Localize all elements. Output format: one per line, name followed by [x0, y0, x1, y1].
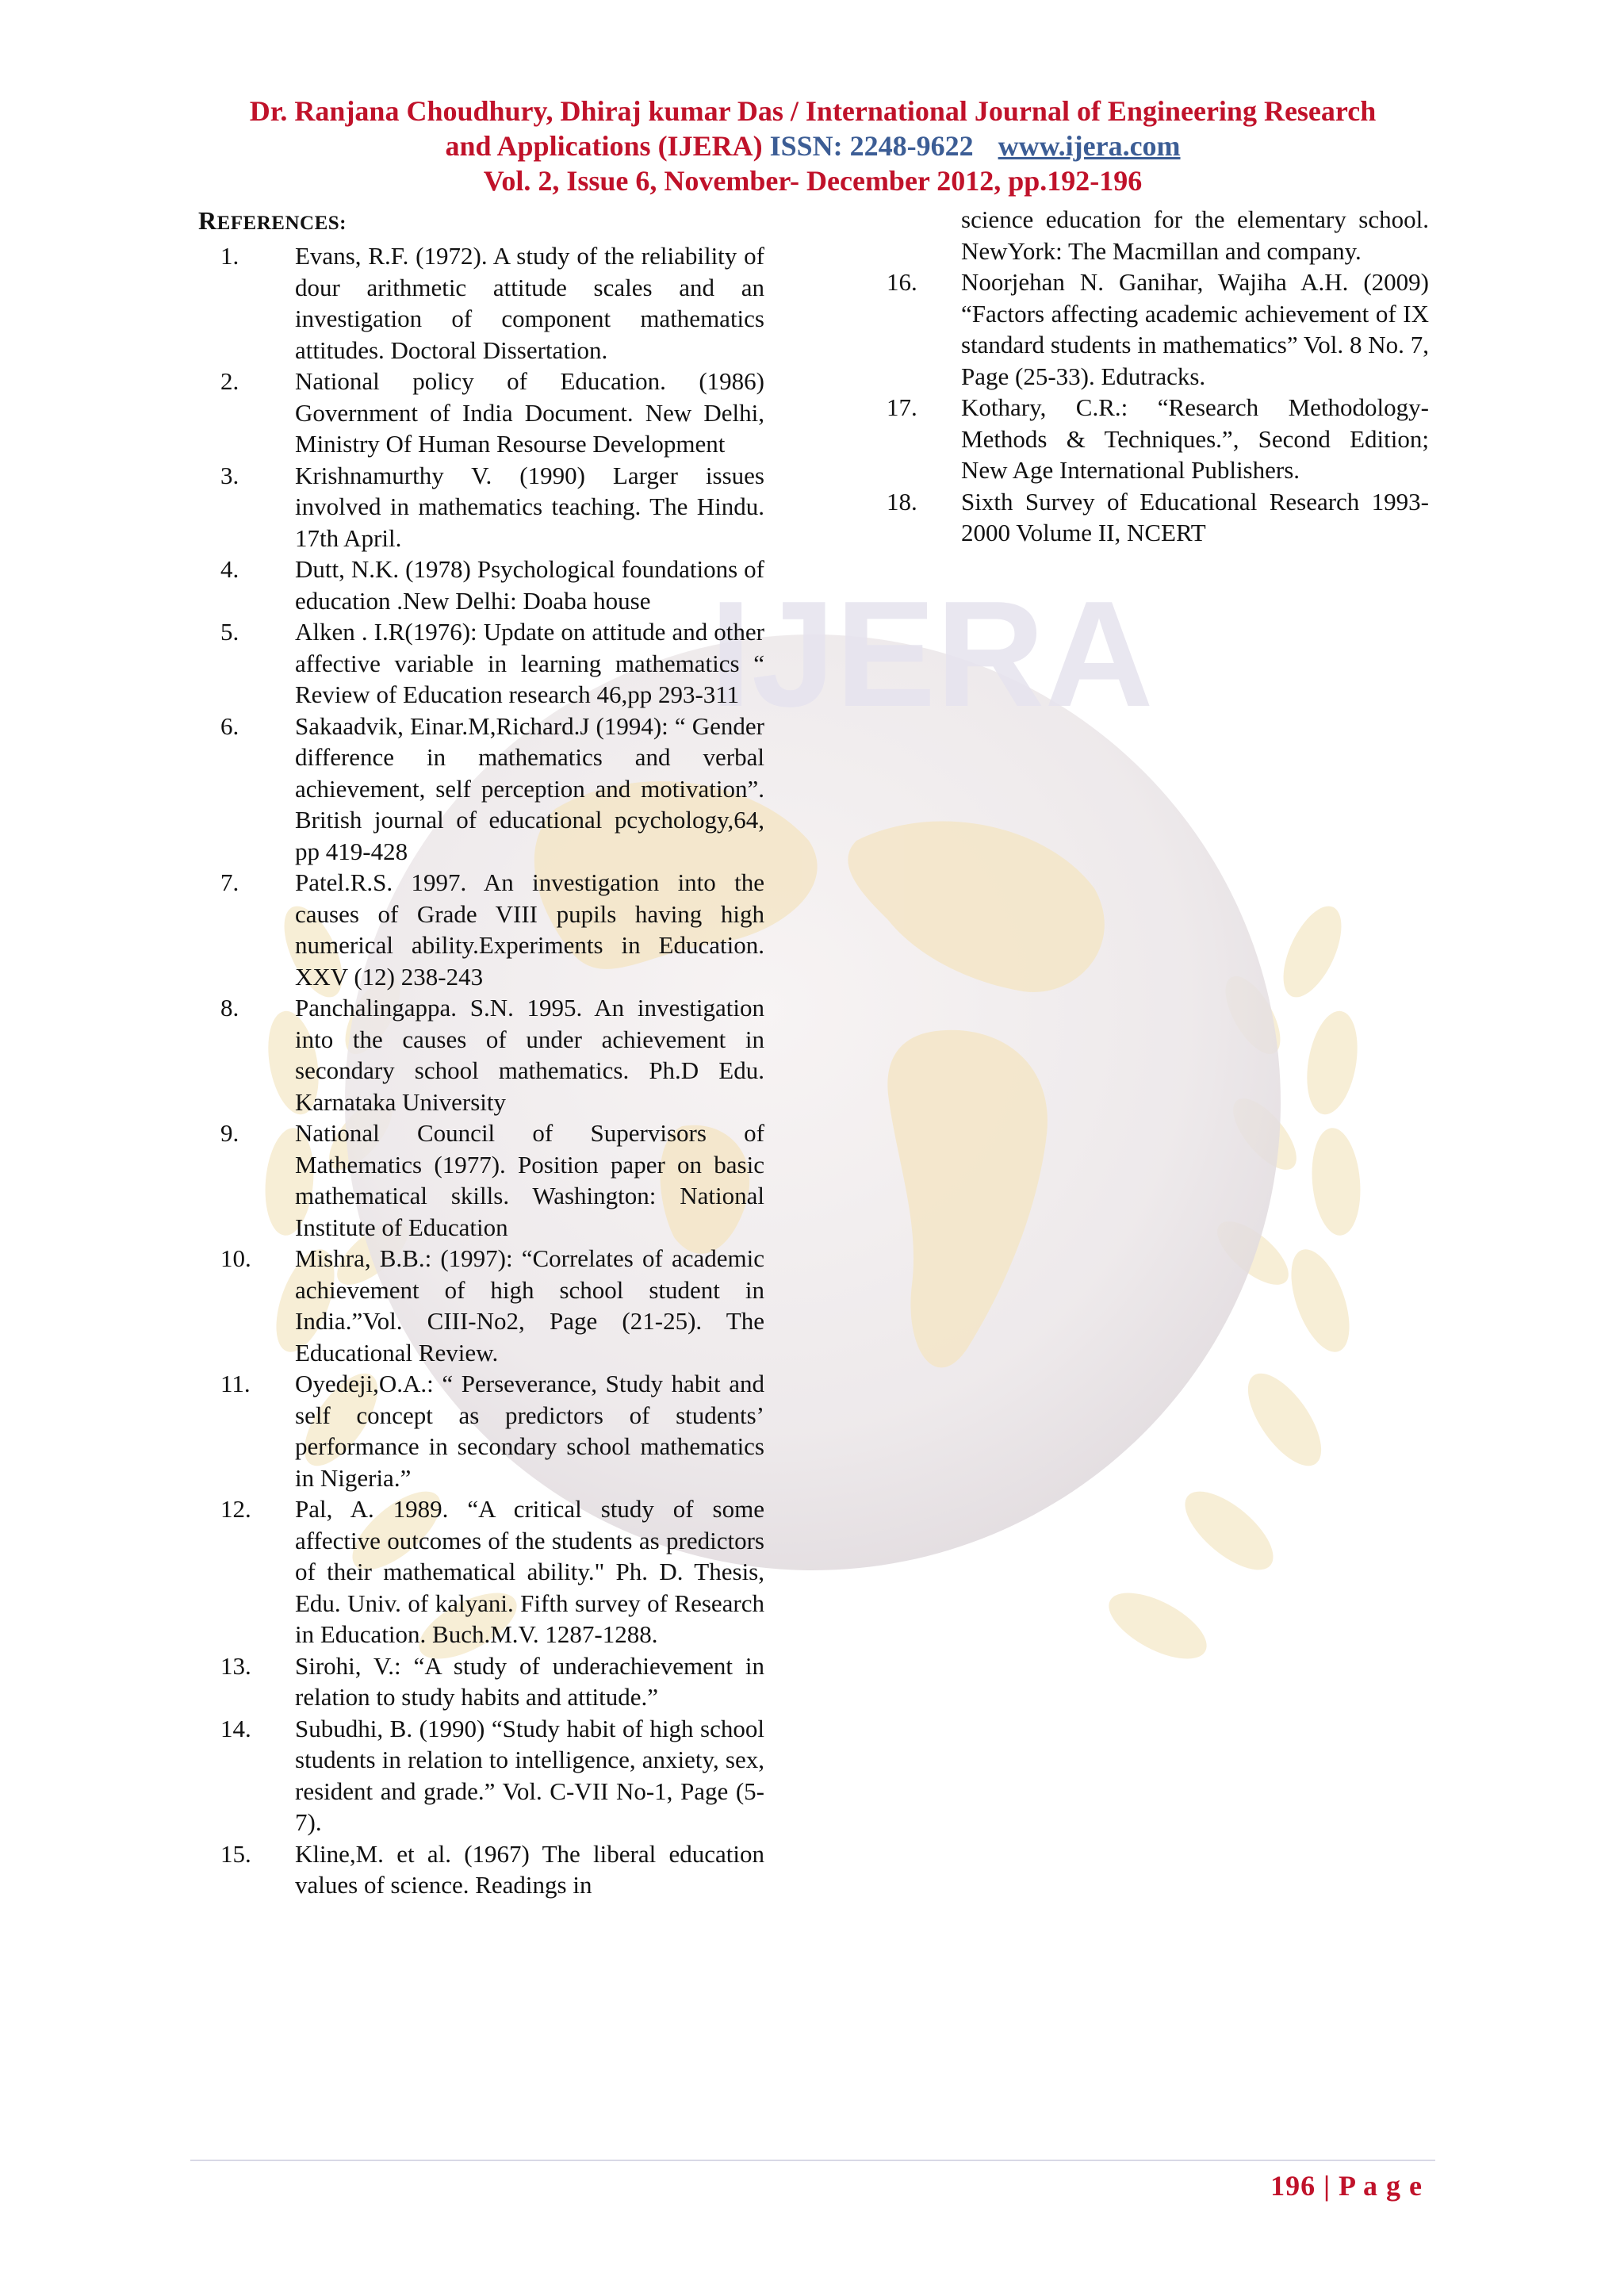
reference-number: 14. [220, 1714, 251, 1742]
reference-number: 7. [220, 868, 239, 896]
references-heading: REFERENCES: [198, 206, 347, 235]
reference-number: 2. [220, 367, 239, 395]
reference-text: Subudhi, B. (1990) “Study habit of high school students in relation to intelligence, anxiety, sex, resident and grade.” Vol. C-VII No-1, Page (5-7). [295, 1714, 764, 1836]
header-journal-name: and Applications (IJERA) [445, 130, 763, 162]
reference-text: National policy of Education. (1986) Government of India Document. New Delhi, Ministry Of Human Resourse Development [295, 367, 764, 458]
reference-text: Panchalingappa. S.N. 1995. An investigation into the causes of under achievement in secondary school mathematics. Ph.D Edu. Karnataka University [295, 994, 764, 1116]
references-list-left [198, 240, 764, 1901]
reference-text: National Council of Supervisors of Mathematics (1977). Position paper on basic mathematical skills. Washington: National Institute of Education [295, 1119, 764, 1241]
page-number: 196 | P a g e [1270, 2170, 1423, 2202]
reference-number: 8. [220, 994, 239, 1022]
header-website-link[interactable]: www.ijera.com [998, 130, 1181, 162]
reference-item [198, 867, 764, 992]
reference-number: 5. [220, 618, 239, 646]
reference-number: 11. [220, 1370, 251, 1397]
reference-text: Noorjehan N. Ganihar, Wajiha A.H. (2009) “Factors affecting academic achievement of IX standard students in mathematics” Vol. 8 No. 7, Page (25-33). Edutracks. [961, 268, 1429, 390]
reference-item [198, 616, 764, 711]
reference-item [198, 711, 764, 868]
reference-item [198, 1368, 764, 1493]
reference-text: Kline,M. et al. (1967) The liberal education values of science. Readings in [295, 1839, 764, 1899]
reference-item [880, 392, 1429, 486]
header-volume-line: Vol. 2, Issue 6, November- December 2012, pp.192-196 [483, 165, 1143, 197]
reference-item [880, 266, 1429, 392]
reference-item [198, 1117, 764, 1243]
reference-number: 18. [887, 487, 917, 516]
right-column [880, 204, 1429, 549]
reference-number: 16. [887, 268, 917, 296]
reference-text: Mishra, B.B.: (1997): “Correlates of academic achievement of high school student in India.”Vol. CIII-No2, Page (21-25). The Educational Review. [295, 1244, 764, 1366]
reference-text: Pal, A. 1989. “A critical study of some affective outcomes of the students as predictors of their mathematical ability." Ph. D. Thesis, Edu. Univ. of kalyani. Fifth survey of Research in Education. Buch.M.V. 1287-1288. [295, 1495, 764, 1648]
reference-item [198, 1650, 764, 1713]
reference-number: 15. [220, 1839, 251, 1868]
reference-text: Krishnamurthy V. (1990) Larger issues involved in mathematics teaching. The Hindu. 17th April. [295, 461, 764, 552]
reference-text: Oyedeji,O.A.: “ Perseverance, Study habit and self concept as predictors of students’ performance in secondary school mathematics in Nigeria.” [295, 1370, 764, 1492]
header-issn: ISSN: 2248-9622 [769, 130, 974, 162]
reference-item [198, 1493, 764, 1650]
references-list-right [880, 266, 1429, 549]
reference-number: 13. [220, 1651, 251, 1680]
reference-number: 12. [220, 1495, 251, 1523]
footer-divider [190, 2160, 1435, 2161]
reference-number: 9. [220, 1119, 239, 1147]
reference-text: Alken . I.R(1976): Update on attitude and other affective variable in learning mathematics “ Review of Education research 46,pp 293-311 [295, 618, 764, 708]
header-authors-line: Dr. Ranjana Choudhury, Dhiraj kumar Das / International Journal of Engineering Research [249, 95, 1377, 127]
reference-text: Sixth Survey of Educational Research 1993-2000 Volume II, NCERT [961, 487, 1429, 546]
reference-text: Kothary, C.R.: “Research Methodology-Methods & Techniques.”, Second Edition; New Age International Publishers. [961, 393, 1429, 484]
reference-number: 1. [220, 242, 239, 270]
reference-item [198, 1243, 764, 1368]
journal-header [143, 94, 1483, 198]
reference-text: Patel.R.S. 1997. An investigation into the causes of Grade VIII pupils having high numerical ability.Experiments in Education. XXV (12) 238-243 [295, 868, 764, 991]
reference-text: Sirohi, V.: “A study of underachievement in relation to study habits and attitude.” [295, 1651, 764, 1711]
reference-item [880, 486, 1429, 549]
reference-item [198, 240, 764, 366]
reference-text: Sakaadvik, Einar.M,Richard.J (1994): “ Gender difference in mathematics and verbal achievement, self perception and motivation”. British journal of educational pcychology,64, pp 419-428 [295, 711, 764, 865]
reference-continuation: science education for the elementary school. NewYork: The Macmillan and company. [961, 205, 1429, 265]
reference-item [198, 1713, 764, 1838]
reference-text: Evans, R.F. (1972). A study of the reliability of dour arithmetic attitude scales and an investigation of component mathematics attitudes. Doctoral Dissertation. [295, 242, 764, 364]
reference-item [198, 460, 764, 554]
reference-item [198, 366, 764, 460]
header-line-2 [143, 128, 1483, 163]
left-column [198, 204, 764, 1901]
svg-text:IJERA: IJERA [710, 570, 1154, 738]
reference-number: 17. [887, 393, 917, 421]
reference-item [198, 554, 764, 616]
reference-number: 4. [220, 555, 239, 583]
reference-number: 6. [220, 711, 239, 740]
reference-text: Dutt, N.K. (1978) Psychological foundations of education .New Delhi: Doaba house [295, 555, 764, 615]
reference-number: 3. [220, 461, 239, 489]
reference-item [198, 1838, 764, 1901]
reference-item [198, 992, 764, 1117]
reference-number: 10. [220, 1244, 251, 1272]
